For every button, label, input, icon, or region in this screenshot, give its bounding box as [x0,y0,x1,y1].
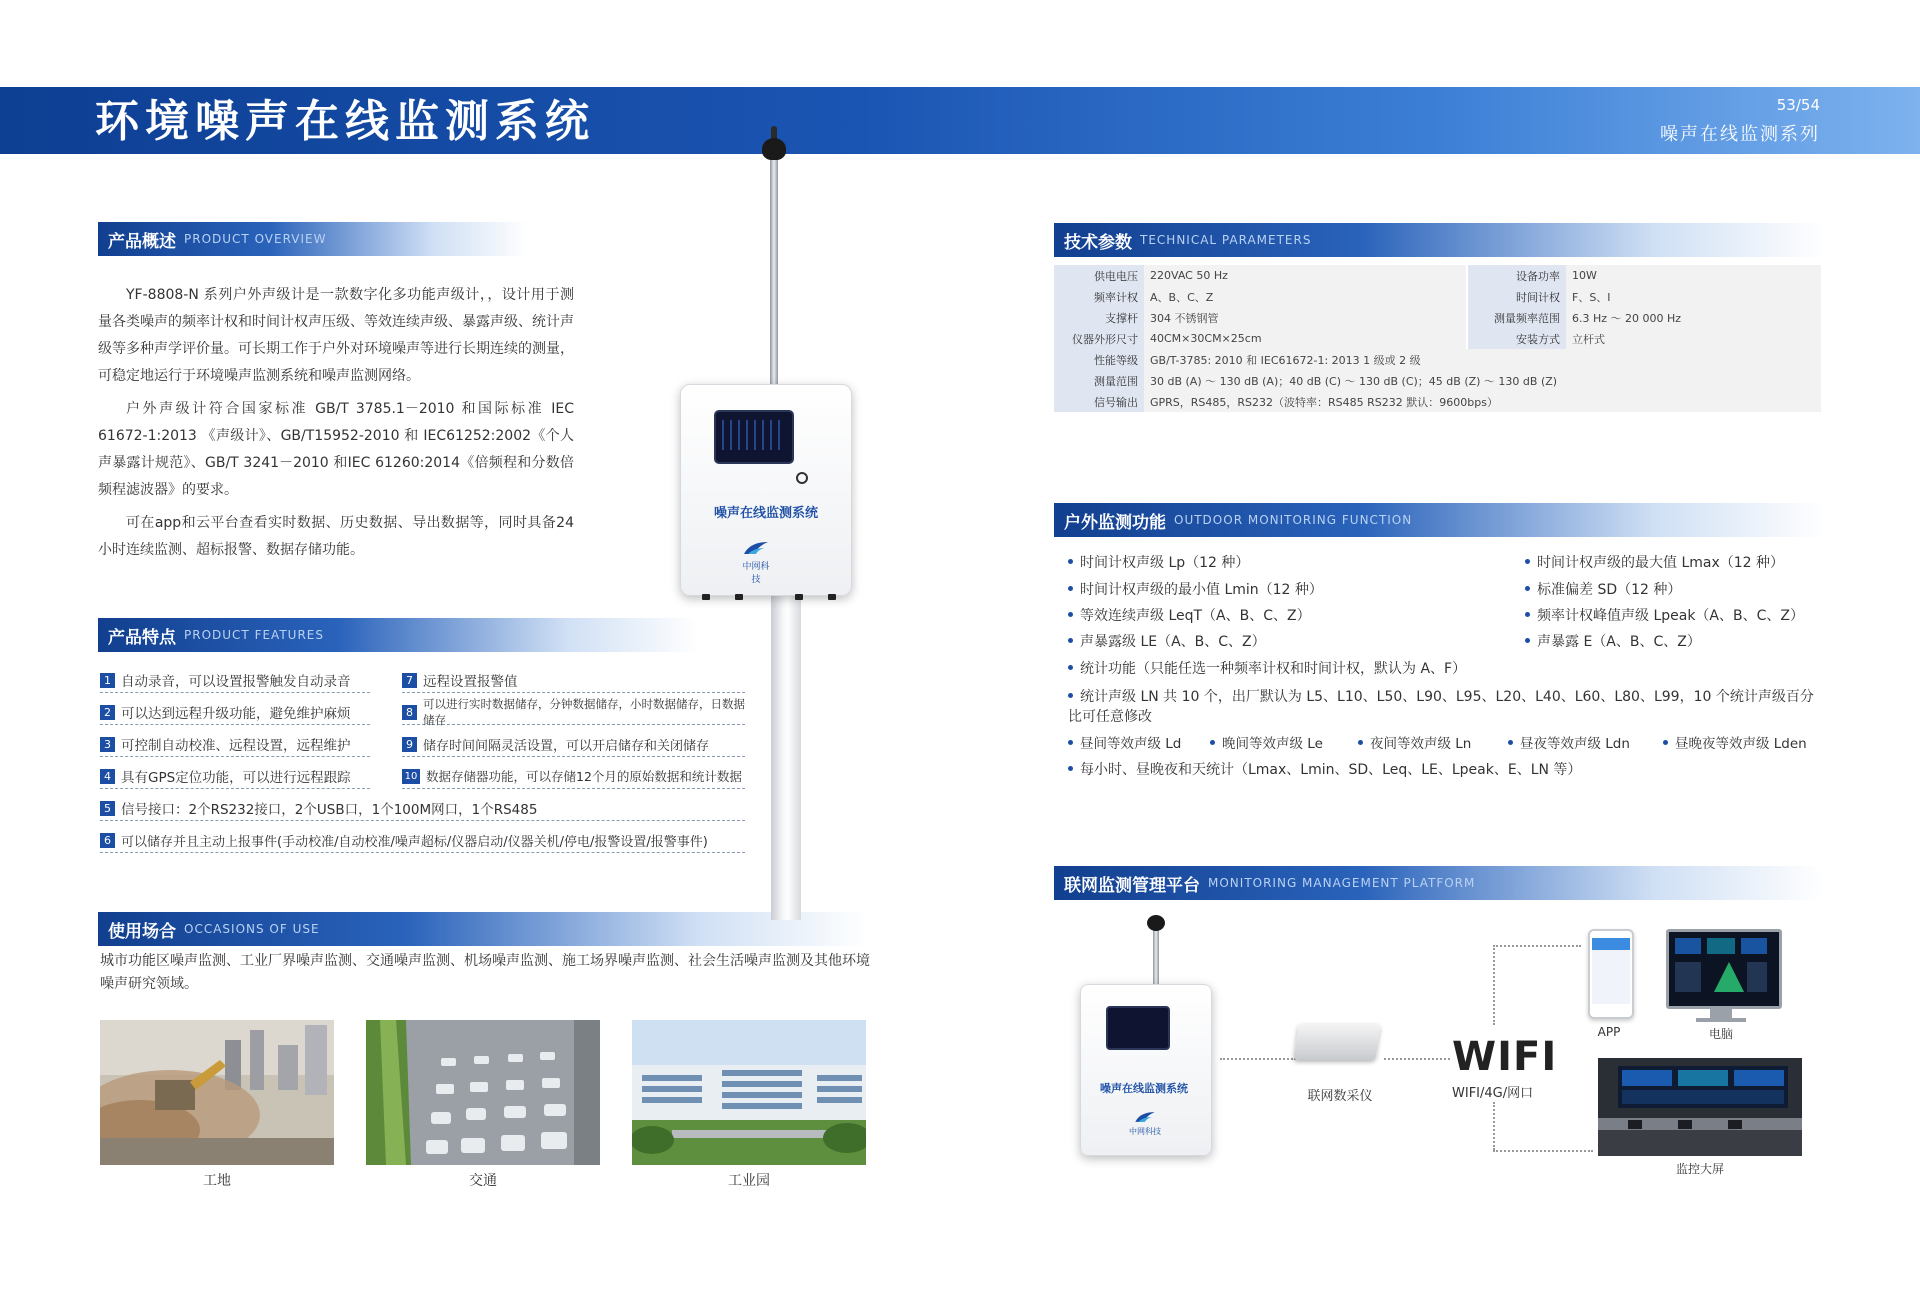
param-label: 频率计权 [1054,286,1144,307]
feature-text: 具有GPS定位功能，可以进行远程跟踪 [121,770,351,786]
app-screen [1592,938,1630,1004]
platform-section-header [1054,866,1824,900]
device-display [1106,1006,1170,1050]
table-row [1054,328,1821,349]
function-text: 标准偏差 SD（12 种） [1537,582,1682,598]
param-value: F、S、I [1566,286,1821,307]
collector-label: 联网数采仪 [1307,1089,1373,1104]
overview-text [98,282,574,570]
feature-number: 9 [402,737,417,752]
function-item [1068,687,1820,727]
feature-number: 10 [402,769,420,784]
bullet-icon [1210,740,1215,745]
function-item [1525,553,1784,573]
feature-text: 信号接口：2个RS232接口，2个USB口，1个100M网口，1个RS485 [121,802,538,818]
tech-params-table [1054,265,1821,412]
function-text: 等效连续声级 LeqT（A、B、C、Z） [1080,608,1311,624]
platform-title-en: MONITORING MANAGEMENT PLATFORM [1208,876,1476,890]
bullet-icon [1068,766,1073,771]
feature-text: 可以达到远程升级功能，避免维护麻烦 [121,706,351,722]
param-label: 性能等级 [1054,349,1144,370]
bullet-icon [1525,638,1530,643]
traffic-image [366,1020,600,1165]
enclosure-foot [795,594,803,600]
function-item [1068,606,1311,626]
mounting-pole [771,560,801,920]
data-collector-icon [1293,1024,1380,1060]
features-title-en: PRODUCT FEATURES [184,628,324,642]
param-value: 220VAC 50 Hz [1144,265,1466,286]
param-value: 304 不锈钢管 [1144,307,1466,328]
param-value: A、B、C、Z [1144,286,1466,307]
bullet-icon [1525,586,1530,591]
feature-number: 8 [402,705,417,720]
function-text: 声暴露级 LE（A、B、C、Z） [1080,634,1266,650]
param-value: GPRS，RS485，RS232（波特率：RS485 RS232 默认：9600bps） [1144,391,1821,412]
brand-logo-text: 中网科技 [742,562,770,585]
function-item [1068,553,1249,573]
connector-line [1493,1102,1495,1150]
bullet-icon [1663,740,1668,745]
lock-icon [796,472,808,484]
param-value: GB/T-3785: 2010 和 IEC61672-1: 2013 1 级或 2 级 [1144,349,1821,370]
connector-line [1493,945,1581,947]
bullet-icon [1525,559,1530,564]
connector-line [1384,1058,1450,1060]
overview-section-header [98,222,528,256]
monitor-base [1696,1018,1746,1022]
feature-text: 可控制自动校准、远程设置，远程维护 [121,738,351,754]
feature-item [402,668,745,693]
function-item [1068,734,1181,754]
usage-title-en: OCCASIONS OF USE [184,922,320,936]
function-text: 统计声级 LN 共 10 个，出厂默认为 L5、L10、L50、L90、L95、L20、L40、L60、L80、L99，10 个统计声级百分比可任意修改 [1068,689,1814,725]
enclosure-foot [828,594,836,600]
device-label: 噪声在线监测系统 [1100,1082,1188,1095]
video-wall-label: 监控大屏 [1675,1162,1724,1176]
function-text: 时间计权声级 Lp（12 种） [1080,555,1250,571]
platform-title: 联网监测管理平台 [1064,875,1200,896]
industrial-park-image [632,1020,866,1165]
enclosure-foot [735,594,743,600]
table-row [1054,307,1821,328]
usage-section-header [98,912,868,946]
function-text: 声暴露 E（A、B、C、Z） [1537,634,1701,650]
feature-item [100,700,370,725]
video-wall-image [1598,1058,1802,1156]
feature-item [402,732,745,757]
construction-site-image [100,1020,334,1165]
function-text: 昼间等效声级 Ld [1080,736,1182,752]
function-text: 时间计权声级的最小值 Lmin（12 种） [1080,582,1323,598]
function-item [1068,632,1266,652]
function-item [1358,734,1471,754]
photo-caption: 工业园 [728,1173,770,1189]
wifi-sub-label: WIFI/4G/网口 [1452,1086,1534,1101]
feature-item [100,796,745,821]
photo-caption: 工地 [203,1173,231,1189]
outdoor-title: 户外监测功能 [1064,512,1166,533]
bullet-icon [1525,612,1530,617]
overview-paragraph: 可在app和云平台查看实时数据、历史数据、导出数据等，同时具备24小时连续监测、超标报警、数据存储功能。 [98,515,574,558]
enclosure-foot [702,594,710,600]
function-item [1068,659,1466,679]
function-item [1525,632,1701,652]
feature-item [100,668,370,693]
bullet-icon [1068,740,1073,745]
connector-line [1493,945,1495,1025]
bullet-icon [1068,693,1073,698]
feature-item [100,828,745,853]
bullet-icon [1508,740,1513,745]
function-text: 晚间等效声级 Le [1222,736,1323,752]
bullet-icon [1068,586,1073,591]
param-label: 设备功率 [1468,265,1566,286]
function-text: 昼夜等效声级 Ldn [1520,736,1630,752]
microphone-windscreen-icon [1147,915,1165,931]
outdoor-section-header [1054,503,1824,537]
param-label: 安装方式 [1468,328,1566,349]
industrial-park-photo [632,1020,866,1165]
bullet-icon [1358,740,1363,745]
feature-number: 7 [402,673,417,688]
microphone-mast [770,158,778,398]
wifi-label: WIFI [1452,1034,1558,1080]
series-name: 噪声在线监测系列 [1660,124,1820,145]
feature-text: 可以进行实时数据储存，分钟数据储存，小时数据储存，日数据储存 [423,697,745,727]
function-text: 频率计权峰值声级 Lpeak（A、B、C、Z） [1537,608,1804,624]
tech-title-en: TECHNICAL PARAMETERS [1140,233,1312,247]
param-label: 测量频率范围 [1468,307,1566,328]
function-item [1210,734,1323,754]
table-row [1054,349,1821,370]
feature-number: 3 [100,737,115,752]
function-item [1525,606,1804,626]
param-label: 供电电压 [1054,265,1144,286]
computer-monitor-icon [1666,929,1782,1009]
feature-number: 5 [100,801,115,816]
feature-item [100,732,370,757]
function-text: 时间计权声级的最大值 Lmax（12 种） [1537,555,1785,571]
bullet-icon [1068,612,1073,617]
param-label: 时间计权 [1468,286,1566,307]
microphone-windscreen-icon [762,138,786,160]
device-label: 噪声在线监测系统 [713,506,818,521]
param-label: 支撑杆 [1054,307,1144,328]
param-label: 信号输出 [1054,391,1144,412]
param-label: 测量范围 [1054,370,1144,391]
device-display-readout [722,420,782,450]
brand-logo-icon [1128,1110,1162,1137]
function-text: 统计功能（只能任选一种频率计权和时间计权，默认为 A、F） [1080,661,1467,677]
app-label: APP [1597,1025,1621,1039]
table-row [1054,265,1821,286]
pc-label: 电脑 [1708,1027,1733,1041]
function-item [1663,734,1807,754]
bullet-icon [1068,665,1073,670]
feature-number: 6 [100,833,115,848]
connector-line [1220,1058,1296,1060]
function-item [1068,760,1581,780]
page-number: 53/54 [1776,96,1820,114]
feature-text: 储存时间间隔灵活设置，可以开启储存和关闭储存 [423,738,710,754]
usage-title: 使用场合 [108,921,176,942]
function-item [1068,580,1323,600]
function-text: 昼晚夜等效声级 Lden [1675,736,1807,752]
feature-item [402,764,745,789]
tech-section-header [1054,223,1824,257]
page-title: 环境噪声在线监测系统 [95,96,595,147]
table-row [1054,286,1821,307]
table-row [1054,391,1821,412]
feature-item [402,697,745,727]
tech-title: 技术参数 [1064,232,1132,253]
features-title: 产品特点 [108,627,176,648]
function-text: 夜间等效声级 Ln [1370,736,1472,752]
overview-paragraph: 户外声级计符合国家标准 GB/T 3785.1－2010 和国际标准 IEC 61672-1:2013 《声级计》、GB/T15952-2010 和 IEC61252:2002《个人声暴露计规范》、GB/T 3241－2010 和IEC 61260:2014《倍频程和分数倍频程滤波器》的要求。 [98,401,574,498]
construction-site-photo [100,1020,334,1165]
function-text: 每小时、昼晚夜和天统计（Lmax、Lmin、SD、Leq、LE、Lpeak、E、LN 等） [1080,762,1582,778]
feature-number: 2 [100,705,115,720]
feature-text: 自动录音，可以设置报警触发自动录音 [121,674,351,690]
dashboard-screen [1669,932,1773,1000]
photo-caption: 交通 [469,1173,497,1189]
traffic-photo [366,1020,600,1165]
overview-paragraph: YF-8808-N 系列户外声级计是一款数字化多功能声级计，，设计用于测量各类噪声的频率计权和时间计权声压级、等效连续声级、暴露声级、统计声级等多种声学评价量。可长期工作于户外对环境噪声等进行长期连续的测量，可稳定地运行于环境噪声监测系统和噪声监测网络。 [98,287,574,384]
param-value: 40CM×30CM×25cm [1144,328,1466,349]
feature-text: 远程设置报警值 [423,674,518,690]
param-value: 30 dB (A) ～ 130 dB (A)；40 dB (C) ～ 130 dB (C)；45 dB (Z) ～ 130 dB (Z) [1144,370,1821,391]
bullet-icon [1068,559,1073,564]
feature-number: 1 [100,673,115,688]
microphone-mast [1153,925,1159,985]
connector-line [1493,1150,1593,1152]
brand-logo-text: 中网科技 [1129,1127,1161,1136]
features-section-header [98,618,698,652]
outdoor-title-en: OUTDOOR MONITORING FUNCTION [1174,513,1413,527]
function-item [1508,734,1630,754]
param-label: 仪器外形尺寸 [1054,328,1144,349]
feature-text: 可以储存并且主动上报事件(手动校准/自动校准/噪声超标/仪器启动/仪器关机/停电/报警设置/报警事件) [121,834,708,850]
control-room-photo [1598,1058,1802,1156]
overview-title: 产品概述 [108,231,176,252]
table-row [1054,370,1821,391]
param-value: 6.3 Hz ～ 20 000 Hz [1566,307,1821,328]
function-item [1525,580,1681,600]
bullet-icon [1068,638,1073,643]
usage-text: 城市功能区噪声监测、工业厂界噪声监测、交通噪声监测、机场噪声监测、施工场界噪声监测、社会生活噪声监测及其他环境噪声研究领域。 [100,953,870,992]
overview-title-en: PRODUCT OVERVIEW [184,232,327,246]
brand-logo-icon [740,540,772,585]
param-value: 10W [1566,265,1821,286]
param-value: 立杆式 [1566,328,1821,349]
feature-item [100,764,370,789]
feature-text: 数据存储器功能，可以存储12个月的原始数据和统计数据 [426,769,742,784]
feature-number: 4 [100,769,115,784]
